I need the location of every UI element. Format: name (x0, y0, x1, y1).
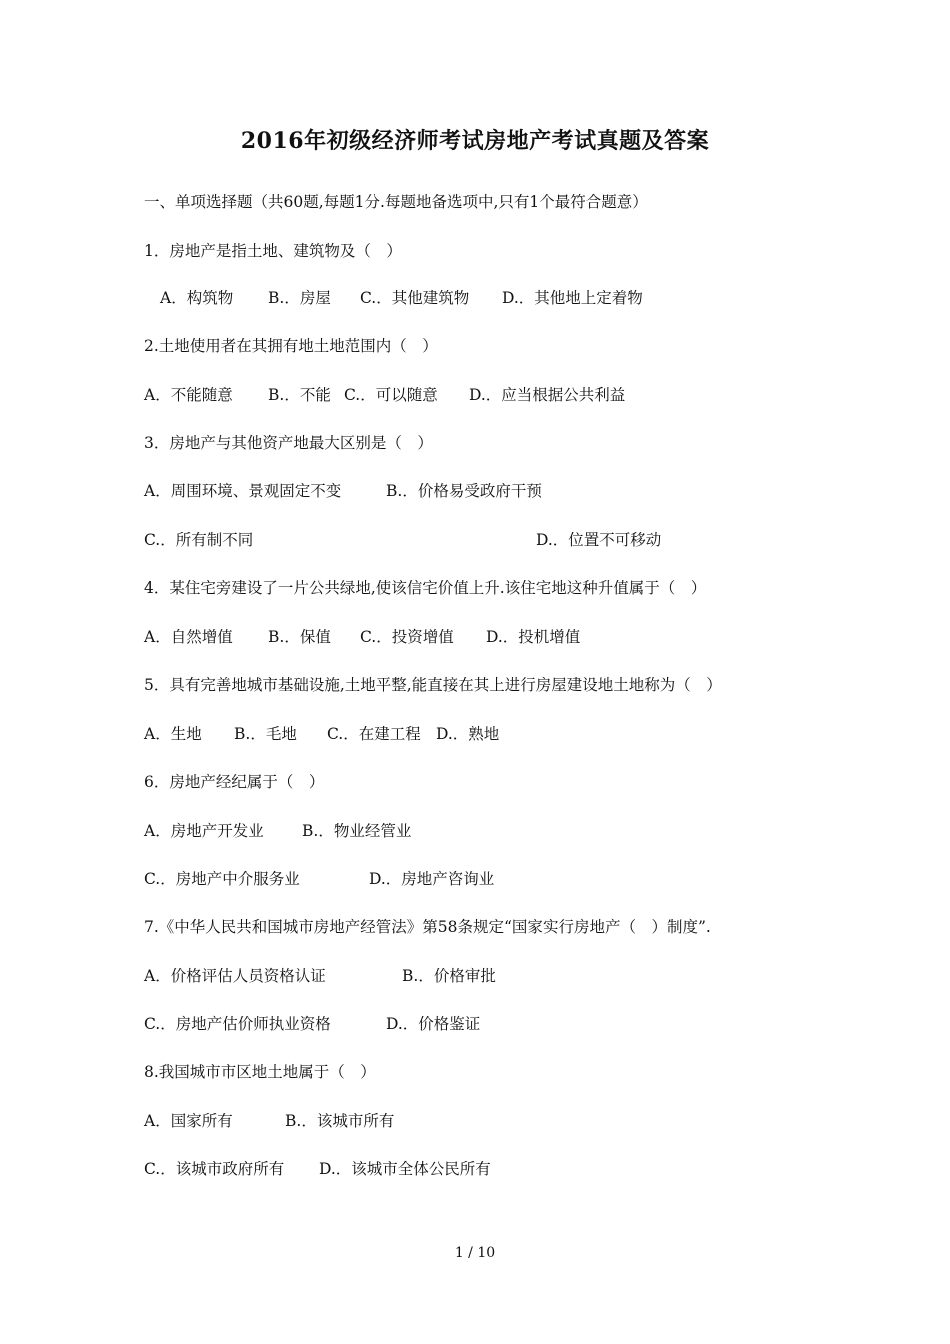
question-4-option-c: C.．投资增值 (360, 628, 454, 646)
question-5-option-a: A．生地 (144, 725, 202, 743)
question-7-option-a: A．价格评估人员资格认证 (144, 967, 326, 985)
question-5-stem: 5．具有完善地城市基础设施,土地平整,能直接在其上进行房屋建设地土地称为（ ） (144, 676, 722, 694)
question-4-option-a: A．自然增值 (144, 628, 233, 646)
question-3-option-b: B.．价格易受政府干预 (386, 482, 542, 500)
section-heading: 一、单项选择题（共60题,每题1分.每题地备选项中,只有1个最符合题意） (144, 193, 648, 211)
question-7-stem: 7.《中华人民共和国城市房地产经管法》第58条规定“国家实行房地产（ ）制度”. (144, 918, 711, 936)
question-2-option-d: D.．应当根据公共利益 (469, 386, 626, 404)
document-title: 2016年初级经济师考试房地产考试真题及答案 (240, 128, 710, 154)
question-4-option-d: D.．投机增值 (486, 628, 581, 646)
question-6-option-c: C.．房地产中介服务业 (144, 870, 300, 888)
question-3-option-a: A．周围环境、景观固定不变 (144, 482, 342, 500)
question-7-option-d: D.．价格鉴证 (386, 1015, 481, 1033)
question-8-option-c: C.．该城市政府所有 (144, 1160, 285, 1178)
question-3-stem: 3．房地产与其他资产地最大区别是（ ） (144, 434, 433, 452)
question-8-option-a: A．国家所有 (144, 1112, 233, 1130)
question-4-stem: 4．某住宅旁建设了一片公共绿地,使该信宅价值上升.该住宅地这种升值属于（ ） (144, 579, 707, 597)
question-6-option-d: D.．房地产咨询业 (369, 870, 495, 888)
question-4-option-b: B.．保值 (268, 628, 331, 646)
question-8-stem: 8.我国城市市区地土地属于（ ） (144, 1063, 376, 1081)
question-8-option-d: D.．该城市全体公民所有 (319, 1160, 491, 1178)
question-5-option-d: D.．熟地 (436, 725, 500, 743)
question-1-option-c: C.．其他建筑物 (360, 289, 470, 307)
question-1-option-a: A．构筑物 (160, 289, 234, 307)
question-1-stem: 1．房地产是指土地、建筑物及（ ） (144, 242, 402, 260)
page-number: 1 / 10 (454, 1245, 496, 1261)
question-2-option-a: A．不能随意 (144, 386, 233, 404)
question-8-option-b: B.．该城市所有 (285, 1112, 395, 1130)
question-3-option-d: D.．位置不可移动 (536, 531, 662, 549)
question-5-option-b: B.．毛地 (234, 725, 297, 743)
question-2-option-c: C.．可以随意 (344, 386, 438, 404)
question-6-option-b: B.．物业经管业 (302, 822, 412, 840)
question-2-option-b: B.．不能 (268, 386, 331, 404)
question-3-option-c: C.．所有制不同 (144, 531, 254, 549)
question-1-option-d: D.．其他地上定着物 (502, 289, 643, 307)
question-2-stem: 2.土地使用者在其拥有地土地范围内（ ） (144, 337, 438, 355)
question-6-stem: 6．房地产经纪属于（ ） (144, 773, 325, 791)
question-1-option-b: B.．房屋 (268, 289, 331, 307)
question-7-option-c: C.．房地产估价师执业资格 (144, 1015, 331, 1033)
question-6-option-a: A．房地产开发业 (144, 822, 264, 840)
question-7-option-b: B.．价格审批 (402, 967, 496, 985)
question-5-option-c: C.．在建工程 (327, 725, 421, 743)
